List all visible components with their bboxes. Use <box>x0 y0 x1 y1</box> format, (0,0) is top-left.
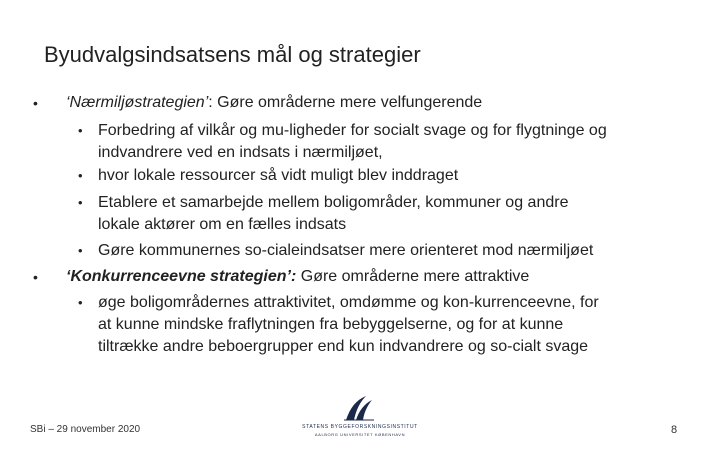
sub-bullet-line: hvor lokale ressourcer så vidt muligt blev inddraget <box>98 167 459 184</box>
sbi-logo-icon <box>342 394 376 422</box>
sub-bullet-marker: • <box>78 168 83 183</box>
sub-bullet-marker: • <box>78 243 83 258</box>
bullet-item-naermiljoe <box>66 92 482 114</box>
bullet-heading-rest: : Gøre områderne mere velfungerende <box>208 94 483 111</box>
sub-bullet-marker: • <box>78 123 83 138</box>
sub-bullet-marker: • <box>78 295 83 310</box>
bullet-heading: ‘Nærmiljøstrategien’ <box>66 94 209 111</box>
sbi-logo <box>298 394 422 442</box>
sub-bullet-line: lokale aktører om en fælles indsats <box>98 216 347 233</box>
sub-bullet-line: Gøre kommunernes so-cialeindsatser mere orienteret mod nærmiljøet <box>98 242 594 259</box>
sub-bullet-marker: • <box>78 195 83 210</box>
bullet-item-konkurrenceevne <box>66 266 529 288</box>
footer-text: SBi – 29 november 2020 <box>30 424 141 435</box>
bullet-marker: • <box>33 95 38 111</box>
bullet-heading-rest: Gøre områderne mere attraktive <box>296 268 530 285</box>
logo-text-line1: STATENS BYGGEFORSKNINGSINSTITUT <box>302 424 418 430</box>
logo-text-line2: AALBORG UNIVERSITET KØBENHAVN <box>314 432 406 437</box>
bullet-marker: • <box>33 269 38 285</box>
sub-bullet-line: indvandrere ved en indsats i nærmiljøet, <box>98 144 383 161</box>
sub-bullet-line: tiltrække andre beboergrupper end kun indvandrere og so-cialt svage <box>98 338 589 355</box>
bullet-heading: ‘Konkurrenceevne strategien’: <box>66 268 297 285</box>
sub-bullet-line: Forbedring af vilkår og mu-ligheder for socialt svage og for flygtninge og <box>98 122 607 139</box>
page-number: 8 <box>671 424 678 436</box>
sub-bullet-line: Etablere et samarbejde mellem boligområder, kommuner og andre <box>98 194 569 211</box>
slide-title: Byudvalgsindsatsens mål og strategier <box>44 42 421 67</box>
sub-bullet-line: øge boligområdernes attraktivitet, omdømme og kon-kurrenceevne, for <box>98 294 599 311</box>
sub-bullet-line: at kunne mindske fraflytningen fra bebyggelserne, og for at kunne <box>98 316 564 333</box>
